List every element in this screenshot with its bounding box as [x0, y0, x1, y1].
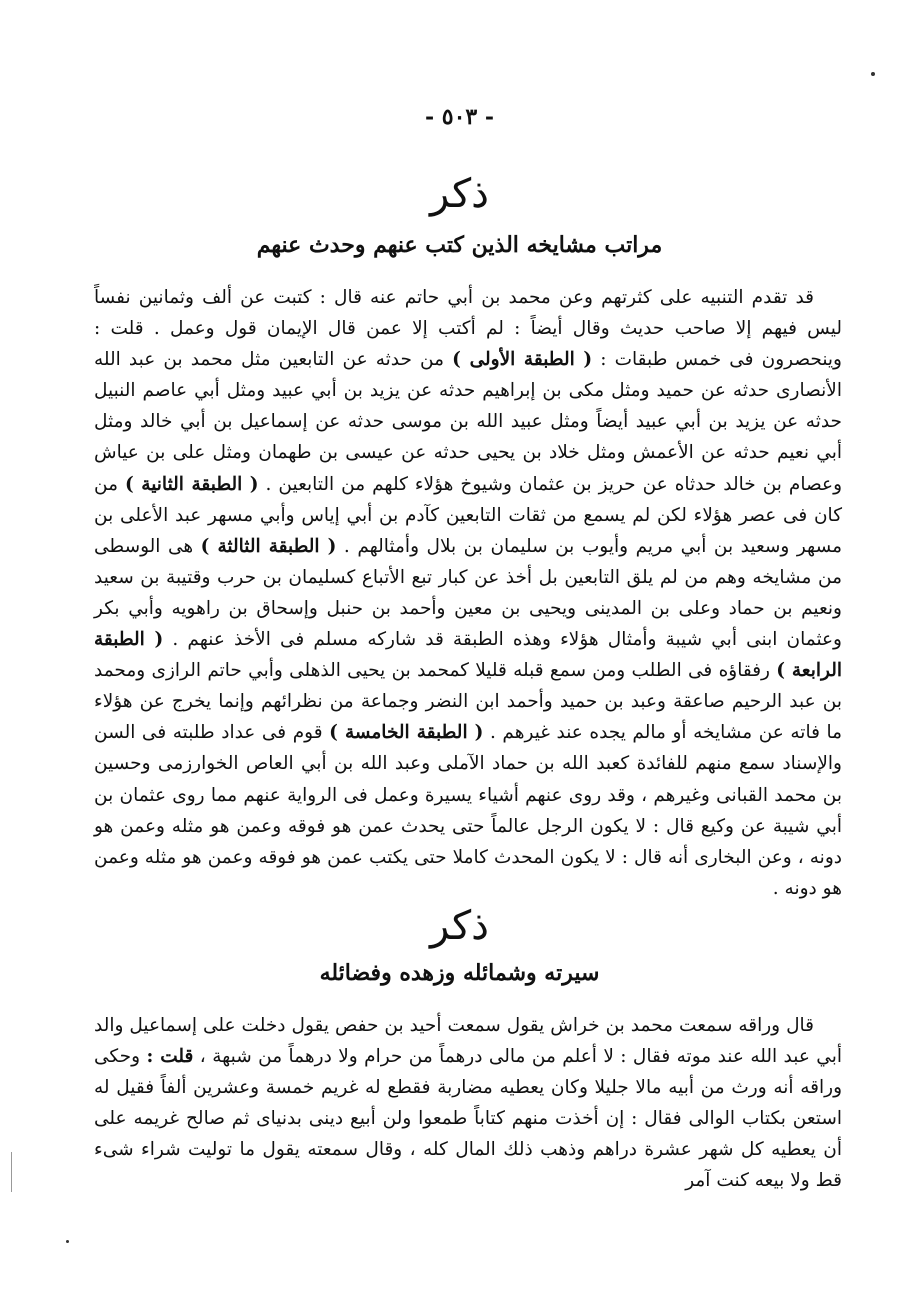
tabaqa-label-1: ( الطبقة الأولى ): [452, 349, 593, 371]
section-subtitle-2: سيرته وشمائله وزهده وفضائله: [319, 960, 600, 986]
paragraph: [94, 1010, 842, 1197]
tabaqa-label-3: ( الطبقة الثالثة ): [200, 535, 337, 557]
text-run: قوم فى عداد طلبته فى السن والإسناد سمع منهم للفائدة كعبد الله بن حماد الآملى وعبد الله بن أبي العاص الخوارزمى وحسين بن محمد القبانى وغيرهم ، وقد روى عنهم أشياء يسيرة وعمل فى الرواية عنهم مما روى عثمان بن أبي شيبة عن وكيع قال : لا يكون الرجل عالماً حتى يحدث عمن هو فوقه وعمن هو مثله وعمن هو دونه ، وعن البخارى أنه قال : لا يكون المحدث كاملا حتى يكتب عمن هو فوقه وعمن هو مثله وعمن هو دونه .: [94, 722, 842, 899]
section-heading-dhikr-1: ذكر: [430, 171, 489, 217]
print-speck: [871, 72, 875, 76]
paragraph: [94, 282, 842, 904]
section-body-2: [94, 1010, 842, 1197]
section-body-1: [94, 282, 842, 904]
text-run: من كان فى عصر هؤلاء لكن لم يسمع من ثقات التابعين كآدم بن أبي إياس وأبي مسهر عبد الأعلى بن مسهر وسعيد بن أبي مريم وأيوب بن سليمان بن بلال وأمثالهم .: [94, 473, 842, 557]
text-run: وحكى وراقه أنه ورث من أبيه مالا جليلا وكان يعطيه مضاربة فقطع له غريم خمسة وعشرين ألفاً فقيل له استعن بكتاب الوالى فقال : إن أخذت منهم كتاباً طمعوا ولن أبيع دينى بدنياى ثم صالح غريمه على أن يعطيه كل شهر عشرة دراهم وذهب ذلك المال كله ، وقال سمعته يقول ما توليت شراء شىء قط ولا بيعه كنت آمر: [94, 1046, 842, 1192]
section-heading-dhikr-2: ذكر: [430, 903, 489, 949]
text-run: هى الوسطى من مشايخه وهم من لم يلق التابعين بل أخذ عن كبار تبع الأتباع كسليمان بن حرب وقتيبة بن سعيد ونعيم بن حماد وعلى بن المدينى ويحيى بن معين وأحمد بن حنبل وإسحاق بن راهويه وأبي بكر وعثمان ابنى أبي شيبة وأمثال هؤلاء وهذه الطبقة قد شاركه مسلم فى الأخذ عنهم .: [94, 535, 842, 651]
section-subtitle-1: مراتب مشايخه الذين كتب عنهم وحدث عنهم: [256, 232, 663, 258]
scan-edge-mark: [11, 1152, 12, 1192]
tabaqa-label-2: ( الطبقة الثانية ): [124, 473, 259, 495]
page-number: - ٥٠٣ -: [424, 104, 495, 130]
tabaqa-label-5: ( الطبقة الخامسة ): [329, 722, 484, 744]
qultu-label: قلت :: [146, 1046, 194, 1068]
text-run: من حدثه عن التابعين مثل محمد بن عبد الله الأنصارى حدثه عن حميد ومثل مكى بن إبراهيم حدثه عن يزيد بن أبي عبيد ومثل أبي عاصم النبيل حدثه عن يزيد بن أبي عبيد أيضاً ومثل عبيد الله بن موسى حدثه عن إسماعيل بن أبي خالد ومثل أبي نعيم حدثه عن الأعمش ومثل خلاد بن يحيى حدثه عن عيسى بن طهمان ومثل على بن عياش وعصام بن خالد حدثاه عن حريز بن عثمان وشيوخ هؤلاء كلهم من التابعين .: [94, 349, 843, 495]
tabaqa-label-4: ( الطبقة الرابعة ): [94, 629, 842, 682]
print-speck: [66, 1240, 69, 1243]
text-run: رفقاؤه فى الطلب ومن سمع قبله قليلا كمحمد بن يحيى الذهلى وأبي حاتم الرازى ومحمد بن عبد الرحيم صاعقة وعبد بن حميد وأحمد ابن النضر وجماعة من نظرائهم وإنما يخرج عن هؤلاء ما فاته عن مشايخه أو مالم يجده عند غيرهم .: [94, 660, 843, 744]
text-run: قال وراقه سمعت محمد بن خراش يقول سمعت أحيد بن حفص يقول دخلت على إسماعيل والد أبي عبد الله عند موته فقال : لا أعلم من مالى درهماً من حرام ولا درهماً من شبهة ،: [94, 1015, 843, 1068]
text-run: قد تقدم التنبيه على كثرتهم وعن محمد بن أبي حاتم عنه قال : كتبت عن ألف وثمانين نفساً ليس فيهم إلا صاحب حديث وقال أيضاً : لم أكتب إلا عمن قال الإيمان قول وعمل . قلت : وينحصرون فى خمس طبقات :: [94, 287, 842, 371]
